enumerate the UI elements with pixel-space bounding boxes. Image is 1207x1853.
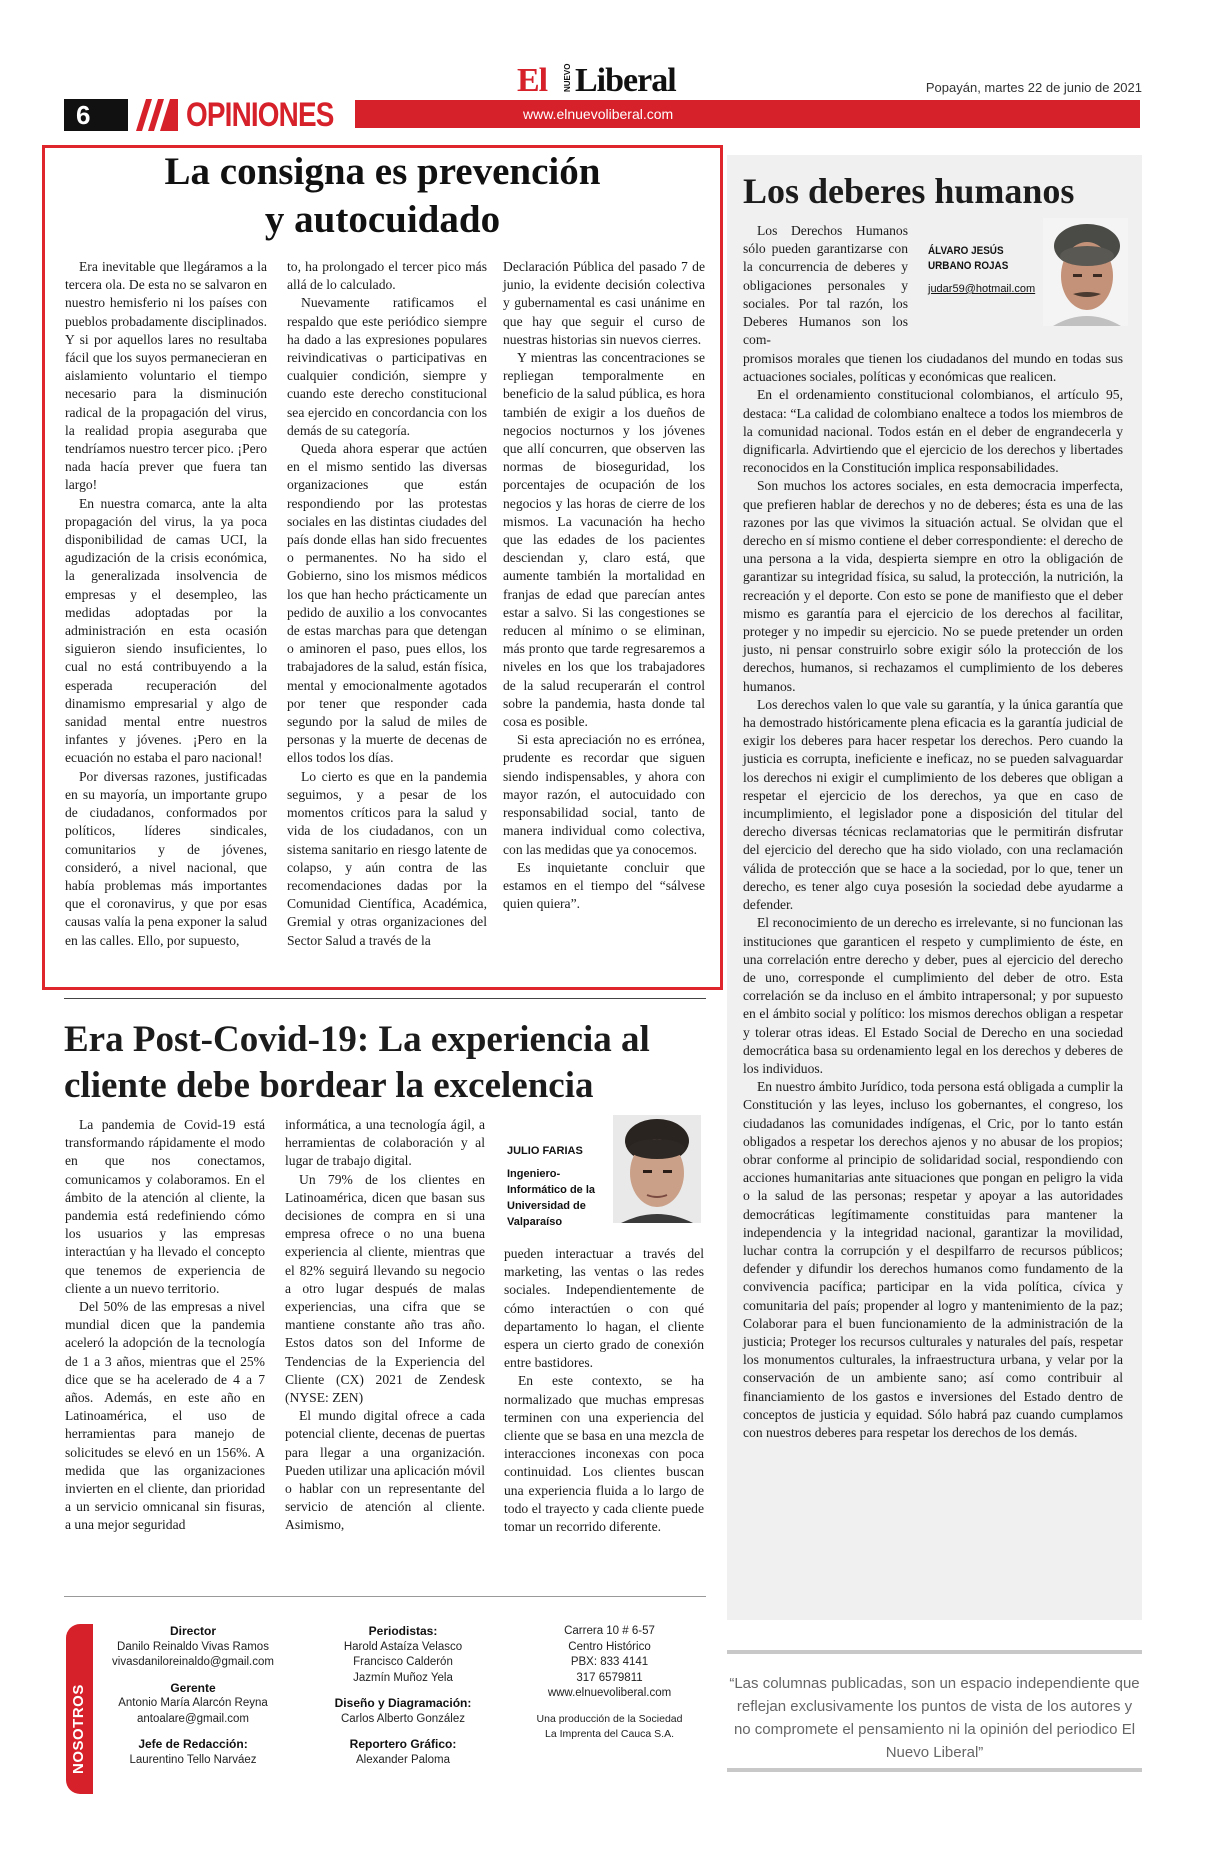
edition-date: Popayán, martes 22 de junio de 2021: [925, 80, 1142, 95]
paragraph: Nuevamente ratificamos el respaldo que este periódico siempre ha dado a las expresiones populares reivindicativas o participativas en cualquier condición, siempre y cuando este derecho constitucional sea ejercido en concordancia con los demás de su categoría.: [287, 295, 487, 438]
article-title-line1: Era Post-Covid-19: La experiencia al: [64, 1019, 650, 1060]
article-title: [64, 1017, 724, 1109]
author-photo: [1043, 218, 1128, 326]
website-link[interactable]: www.elnuevoliberal.com: [547, 1687, 672, 1699]
paragraph: En el ordenamiento constitucional colombianos, el artículo 95, destaca: “La calidad de colombiano enaltece a todos los miembros de la comunidad nacional. Todos están en el deber de engrandecerla y dignificarla. Advirtiendo que el ejercicio de los derechos y libertades reconocidos en la Constitución implica responsabilidades.: [743, 387, 1123, 476]
address-line: Centro Histórico: [568, 1640, 651, 1653]
editorial-title: [42, 148, 723, 244]
staff-role: Periodistas:: [368, 1624, 438, 1638]
nosotros-tab: [66, 1624, 93, 1794]
paragraph: informática, a una tecnología ágil, a herramientas de colaboración y al lugar de trabajo digital.: [285, 1117, 485, 1169]
paragraph: En nuestro ámbito Jurídico, toda persona está obligada a cumplir la Constitución y las leyes, incluso los gobernantes, el congreso, los ciudadanos las comunidades indígenas, el Cric, por lo tanto están obligados a respetar los derechos ajenos y no abusar de los propios; obrar conforme al principio de solidaridad social, respondiendo con acciones humanitarias ante situaciones que pongan en peligro la vida o la salud de las personas; respetar y apoyar a las autoridades democráticas legítimamente constituidas para mantener la independencia y la integridad nacional, garantizar la movilidad, luchar contra la corrupción y el despilfarro de recursos públicos; defender y difundir los derechos humanos como fundamento de la convivencia pacífica; participar en la vida política, cívica y comunitaria del país; propender al logro y mantenimiento de la paz; Colaborar para el buen funcionamiento de la administración de la justicia; Proteger los recursos culturales y naturales del país, respetar los monumentos culturales, la infraestructura urbana, y velar por la conservación de un ambiente sano; así como contribuir al financiamiento de los gastos e inversiones del Estado dentro de conceptos de justicia y equidad. Sólo habrá paz cuando cumplamos con nuestros deberes para respetar los derechos de los demás.: [743, 1079, 1123, 1440]
column-intro: [743, 222, 908, 349]
phone-line: 317 6579811: [576, 1671, 643, 1684]
staff-role: Gerente: [170, 1680, 216, 1695]
disclaimer-top-rule: [727, 1650, 1142, 1654]
paragraph: pueden interactuar a través del marketing, las ventas o las redes sociales. Independientemente de cómo interactúen o con qué departamento lo hagan, el cliente espera un cierto grado de conexión entre bastidores.: [504, 1246, 704, 1371]
section-title: OPINIONES: [186, 96, 334, 134]
newspaper-logo[interactable]: [517, 60, 697, 100]
staff-role: Director: [169, 1624, 216, 1638]
article-column-3: [504, 1245, 704, 1536]
staff-name: Danilo Reinaldo Vivas Ramos: [117, 1640, 269, 1653]
paragraph: La pandemia de Covid-19 está transformando rápidamente el modo en que nos conectamos, comunicamos y colaboramos. En el ámbito de la atención al cliente, la pandemia está redefiniendo cómo los usuarios y las empresas interactúan y ha llevado el concepto que tenemos de experiencia de cliente a un nuevo territorio.: [65, 1117, 265, 1296]
article-author-name: JULIO FARIAS: [507, 1145, 583, 1157]
staff-role: Diseño y Diagramación:: [334, 1696, 472, 1710]
staff-role: Reportero Gráfico:: [349, 1737, 457, 1751]
editorial-column-2: [287, 258, 487, 950]
staff-column-2: [318, 1624, 488, 1768]
paragraph: Y mientras las concentraciones se repliegan temporalmente en beneficio de la salud pública, es hora también de exigir a los dueños de negocios nocturnos y los jóvenes que allí concurren, que observen las normas de bioseguridad, los porcentajes de ocupación de los negocios y las horas de cierre de los mismos. La vacunación ha hecho que las edades de los pacientes desciendan y, claro está, que aumente también la mortalidad en franjas de edad que parecían antes estar a salvo. Si las congestiones se reducen al mínimo o se eliminan, más pronto que tarde regresaremos a niveles en los que los trabajadores de la salud recuperarán el control sobre la pandemia, hasta donde tal cosa es posible.: [503, 350, 705, 730]
paragraph: Declaración Pública del pasado 7 de junio, la evidente decisión colectiva y gubernamental es casi unánime en que hay que seguir el curso de nuestras historias sin nuevos cierres.: [503, 259, 705, 347]
paragraph: Los derechos valen lo que vale su garantía, y la única garantía que ha demostrado históricamente plena eficacia es la garantía judicial de exigir los deberes para hacer respetar los derechos. Pero cuando la justicia es corrupta, ineficiente e ineficaz, no se pueden salvaguardar los derechos ni exigir el cumplimiento de los deberes que obligan a respetar el ejercicio de los derechos, ya que en caso de incumplimiento, el legislador pone a disposición del titular del derecho diversas técnicas reclamatorias que le permitirán disfrutar del ejercicio del derecho que ha sido violado, con una reclamación válida de protección que se hace a la sociedad, por lo que, tener un derecho, es tener algo cuya posesión la sociedad debe ayudarme a defender.: [743, 696, 1123, 913]
address-line: Carrera 10 # 6-57: [564, 1625, 655, 1637]
paragraph: En este contexto, se ha normalizado que muchas empresas terminen con una experiencia del cliente que se basa en una mezcla de interacciones inconexas con poca continuidad. Los clientes buscan una experiencia fluida a lo largo de todo el trayecto y cada cliente puede tomar un recorrido diferente.: [504, 1373, 704, 1535]
paragraph: El mundo digital ofrece a cada potencial cliente, decenas de puertas para llegar a una organización. Pueden utilizar una aplicación móvil o hablar con un representante del servicio de atención al cliente. Asimismo,: [285, 1408, 485, 1533]
contact-column: [522, 1624, 697, 1743]
column-author-name: [928, 244, 1027, 274]
editorial-column-1: [65, 258, 267, 950]
author-portrait-icon: [613, 1115, 701, 1223]
staff-name: Carlos Alberto González: [340, 1712, 465, 1725]
staff-name: Antonio María Alarcón Reyna: [118, 1697, 268, 1709]
paragraph: Si esta apreciación no es errónea, prudente es recordar que siguen siendo indispensables, y ahora con mayor razón, el autocuidado con responsabilidad social, tanto de manera individual como colectiva, con las medidas que ya conocemos.: [503, 732, 705, 857]
column-author-email[interactable]: judar59@hotmail.com: [928, 283, 1036, 295]
column-body: [743, 350, 1123, 1442]
article-column-1: [65, 1116, 265, 1535]
header-red-bar: [355, 100, 1140, 128]
article-title-line2: cliente debe bordear la excelencia: [64, 1065, 594, 1106]
staff-email[interactable]: vivasdaniloreinaldo@gmail.com: [112, 1656, 274, 1668]
paragraph: Los Derechos Humanos sólo pueden garantizarse con la concurrencia de deberes y obligaciones personales y sociales. Por tal razón, los Deberes Humanos son los com-: [743, 223, 908, 348]
disclaimer-box: [727, 1650, 1142, 1772]
paragraph: Del 50% de las empresas a nivel mundial dicen que la pandemia aceleró la adopción de la tecnología de 1 a 3 años, mientras que el 25% dice que se ha acelerado de 4 a 7 años. Además, en este año en Latinoamérica, el uso de herramientas para manejo de solicitudes se elevó en un 156%. A medida que las organizaciones invierten en el cliente, dan prioridad a un servicio omnicanal sin fisuras, a una mejor seguridad: [65, 1299, 265, 1533]
column-title: Los deberes humanos: [743, 171, 1075, 211]
paragraph: Un 79% de los clientes en Latinoamérica, dicen que basan sus decisiones de compra en si una empresa ofrece o no una buena experiencia al cliente, mientras que el 82% seguirá llevando su negocio a otro lugar después de malas experiencias, una cifra que se mantiene constante año tras año. Estos datos son del Informe de Tendencias de la Experiencia del Cliente (CX) 2021 de Zendesk (NYSE: ZEN): [285, 1171, 485, 1406]
paragraph: Por diversas razones, justificadas en su mayoría, un importante grupo de ciudadanos, conformados por políticos, líderes sindicales, comunitarios y de jóvenes, consideró, a nivel nacional, que había problemas más importantes que el coronavirus, y que por esas causas valía la pena exponer la salud en las calles. Ello, por supuesto,: [65, 768, 267, 948]
phone-line: PBX: 833 4141: [570, 1656, 649, 1668]
logo-nuevo: NUEVO: [563, 63, 572, 92]
page-number: 6: [64, 99, 128, 131]
disclaimer-text: “Las columnas publicadas, son un espacio independiente que reflejan exclusivamente los puntos de vista de los autores y no compromete el pensamiento ni la opinión del periodico El Nuevo Liberal”: [729, 1675, 1140, 1761]
paragraph: El reconocimiento de un derecho es irrelevante, si no funcionan las instituciones que garanticen el respeto y cumplimiento de éste, en una correlación entre derecho y deber, pues al ejercicio del derecho de uno, corresponde el cumplimiento del deber de otro. Esta correlación se da incluso en el ámbito intrapersonal; y por supuesto en el ámbito social y político: los mismos derechos obligan a respetar y tolerar otras ideas. El Estado Social de Derecho en una sociedad democrática basa su ordenamiento legal en los derechos y deberes de los individuos.: [743, 915, 1123, 1076]
staff-email[interactable]: antoalare@gmail.com: [136, 1712, 250, 1725]
production-line: La Imprenta del Cauca S.A.: [545, 1728, 674, 1740]
paragraph: Era inevitable que llegáramos a la tercera ola. De esta no se salvaron en nuestro hemisferio ni los países con pueblos probadamente disciplinados. Y si por aquellos lares no resultaba fácil que los suyos permanecieran en aislamiento voluntario el tiempo necesario para la disminución radical de la propagación del virus, la realidad propia aseguraba que tendríamos nuestro tercer pico. ¡Pero nada hacía prever que fuera tan largo!: [65, 259, 267, 493]
author-photo: [613, 1115, 701, 1223]
header-stripes-icon: [128, 99, 178, 131]
paragraph: Es inquietante concluir que estamos en el tiempo del “sálvese quien quiera”.: [503, 859, 705, 912]
paragraph: promisos morales que tienen los ciudadanos del mundo en todas sus actuaciones sociales, políticas y económicas que realicen.: [743, 351, 1123, 385]
editorial-title-line1: La consigna es prevención: [164, 150, 601, 193]
nosotros-label: NOSOTROS: [70, 1684, 87, 1774]
disclaimer-bottom-rule: [727, 1768, 1142, 1772]
author-portrait-icon: [1043, 218, 1128, 326]
staff-name: Jazmín Muñoz Yela: [353, 1671, 453, 1684]
paragraph: Lo cierto es que en la pandemia seguimos, y a pesar de los momentos críticos para la salud y vida de los ciudadanos, con un sistema sanitario en riesgo latente de colapso, y aún contra de las recomendaciones dadas por la Comunidad Científica, Académica, Gremial y otras organizaciones del Sector Salud a través de la: [287, 768, 487, 948]
editorial-column-3: [503, 258, 705, 913]
editorial-title-line2: y autocuidado: [264, 198, 501, 241]
article-column-2: [285, 1116, 485, 1535]
staff-name: Alexander Paloma: [356, 1753, 450, 1766]
author-name-line1: ÁLVARO JESÚS: [928, 245, 1004, 257]
section-divider: [64, 998, 706, 999]
staff-role: Jefe de Redacción:: [138, 1737, 248, 1751]
paragraph: Son muchos los actores sociales, en esta democracia imperfecta, que prefieren hablar de derechos y no de deberes; ésta es una de las razones por las que vivimos la situación actual. Se olvidan que el derecho en sí mismo contiene el deber correspondiente: el derecho de una persona a la vida, despierta siempre en otro la obligación de garantizar su integridad física, su salud, la protección, la nutrición, la recreación y el deporte. Con esto se pone de manifiesto que el deber mismo es garantía para el ejercicio de los derechos al facilitar, proteger y no impedir su ejercicio. No se puede pretender un orden justo, ni pensar construirlo sobre exigir sólo la protección de los derechos, humanos, si rechazamos el cumplimiento de los deberes humanos.: [743, 478, 1123, 694]
staff-name: Laurentino Tello Narváez: [129, 1753, 257, 1766]
footer-divider: [64, 1596, 706, 1597]
paragraph: En nuestra comarca, ante la alta propagación del virus, la ya poca disponibilidad de camas UCI, la agudización de la crisis económica, la generalizada insolvencia de empresas y el desempleo, las medidas adoptadas por la administración en esta ocasión siguieron siendo insuficientes, lo cual no está contribuyendo a la esperada recuperación del dinamismo empresarial y algo de sanidad mental entre nuestros infantes y jóvenes. ¡Pero en la ecuación no estaba el paro nacional!: [65, 495, 267, 766]
paragraph: Queda ahora esperar que actúen en el mismo sentido las diversas organizaciones que están respondiendo por las protestas sociales en las distintas ciudades del país donde ellas han sido frecuentes o permanentes. No ha sido el Gobierno, sino los mismos médicos los que han hecho prácticamente un pedido de auxilio a los convocantes de estas marchas para que detengan o aminoren el paso, pues ellos, los trabajadores de la salud, están física, mental y emocionalmente agotados por tener que responder cada segundo por la salud de miles de personas y la muerte de decenas de ellos todos los días.: [287, 441, 487, 766]
staff-name: Harold Astaíza Velasco: [343, 1640, 463, 1653]
logo-liberal: Liberal: [575, 62, 676, 99]
logo-el: El: [517, 62, 548, 99]
website-link[interactable]: www.elnuevoliberal.com: [523, 106, 674, 122]
staff-name: Francisco Calderón: [353, 1656, 453, 1668]
author-name-line2: URBANO ROJAS: [928, 260, 1009, 272]
staff-column-1: [108, 1624, 278, 1768]
production-line: Una producción de la Sociedad: [536, 1712, 683, 1725]
paragraph: to, ha prolongado el tercer pico más allá de lo calculado.: [287, 259, 487, 293]
article-author-role: Ingeniero-Informático de la Universidad de Valparaíso: [507, 1168, 596, 1228]
